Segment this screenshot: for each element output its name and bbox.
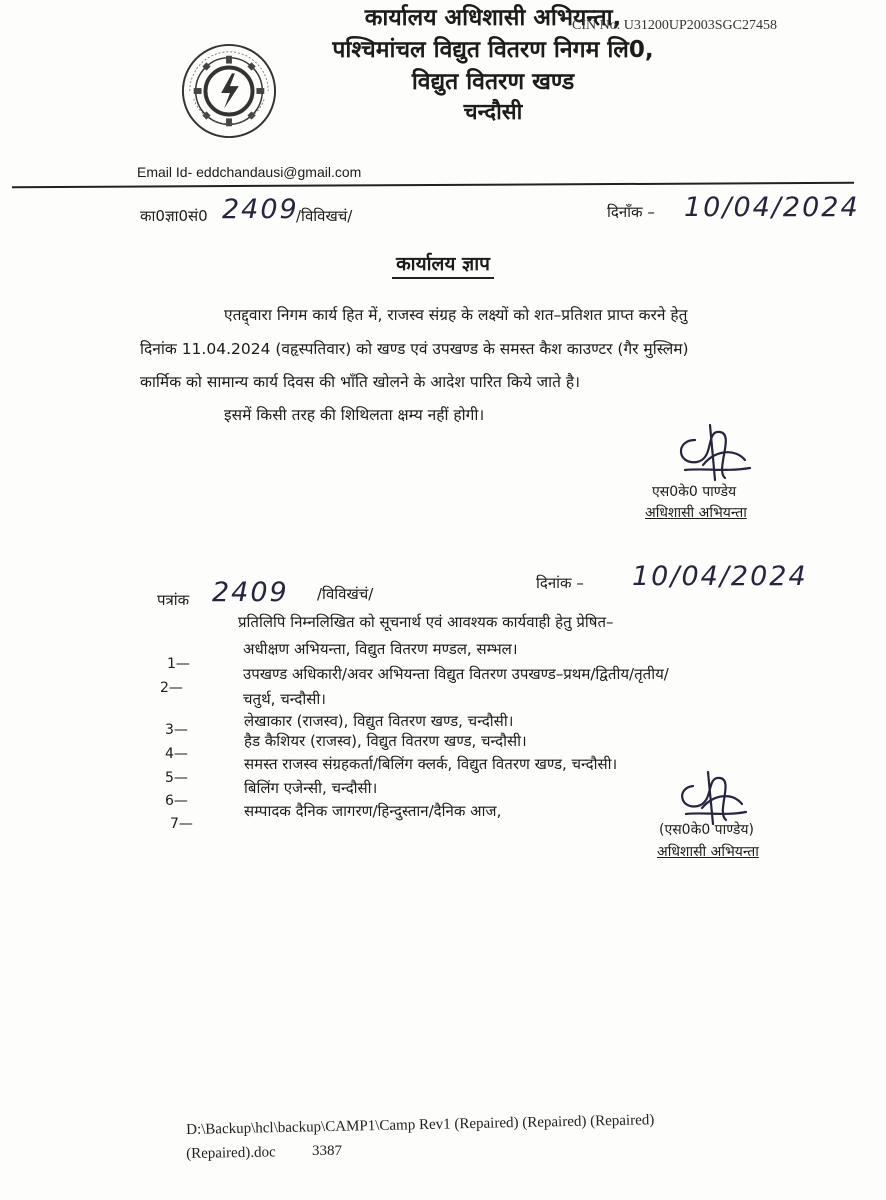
copy-item-text: बिलिंग एजेन्सी, चन्दौसी। [244, 779, 378, 797]
footer-file-name: (Repaired).doc [186, 1144, 276, 1162]
signature-2-icon [668, 768, 758, 828]
memo-date-label: दिनाँक – [607, 203, 655, 221]
patrank-label: पत्रांक [157, 591, 190, 609]
memo-ref-suffix: /विविखचं/ [296, 207, 353, 225]
copy-item-number: 5— [165, 770, 188, 786]
copy-item-text: सम्पादक दैनिक जागरण/हिन्दुस्तान/दैनिक आज, [244, 802, 502, 820]
copy-item-text: अधीक्षण अभियन्ता, विद्युत वितरण मण्डल, सम्भल। [243, 640, 518, 658]
copy-item-text: लेखाकार (राजस्व), विद्युत वितरण खण्ड, चन्दौसी। [244, 712, 514, 730]
copy-item-number: 2— [160, 680, 183, 696]
signature-1-name: एस0के0 पाण्डेय [652, 484, 737, 500]
memo-date: 10/04/2024 [684, 192, 860, 223]
body-line-1: एतद्द्वारा निगम कार्य हित में, राजस्व संग्रह के लक्ष्यों को शत–प्रतिशत प्राप्त करने हेतु [224, 306, 688, 324]
signature-1-icon [665, 420, 765, 490]
memo-ref-label: का0ज्ञा0सं0 [140, 207, 208, 225]
patrank-date-label: दिनांक – [536, 574, 584, 592]
copy-item-text: हैड कैशियर (राजस्व), विद्युत वितरण खण्ड, चन्दौसी। [244, 732, 527, 750]
copy-item-text: चतुर्थ, चन्दौसी। [243, 690, 326, 708]
header-location: चन्दौसी [463, 100, 523, 125]
signature-1-designation: अधिशासी अभियन्ता [645, 505, 747, 521]
patrank-number: 2409 [212, 577, 289, 608]
cin-number: CIN No. U31200UP2003SGC27458 [572, 18, 777, 33]
footer-code: 3387 [312, 1143, 342, 1159]
copy-item-number: 7— [170, 816, 193, 832]
copy-item-number: 3— [165, 722, 188, 738]
signature-2-name: (एस0के0 पाण्डेय) [659, 822, 754, 838]
copy-item-number: 6— [165, 793, 188, 809]
header-office-title: कार्यालय अधिशासी अभियन्ता, [364, 5, 622, 31]
patrank-date: 10/04/2024 [632, 561, 808, 592]
copy-item-text: उपखण्ड अधिकारी/अवर अभियन्ता विद्युत वितरण उपखण्ड–प्रथम/द्वितीय/तृतीय/ [243, 665, 669, 683]
body-line-2: दिनांक 11.04.2024 (वहृस्पतिवार) को खण्ड एवं उपखण्ड के समस्त कैश काउण्टर (गैर मुस्लिम) [140, 340, 689, 358]
copy-item-number: 4— [165, 746, 188, 762]
header-company-name: पश्चिमांचल विद्युत वितरण निगम लि0, [332, 37, 654, 63]
signature-2-designation: अधिशासी अभियन्ता [657, 844, 759, 860]
memo-ref-number: 2409 [222, 194, 299, 225]
footer-file-path: D:\Backup\hcl\backup\CAMP1\Camp Rev1 (Repaired) (Repaired) (Repaired) [186, 1112, 655, 1138]
body-line-3: कार्मिक को सामान्य कार्य दिवस की भाँति खोलने के आदेश पारित किये जाते है। [140, 373, 581, 391]
copy-intro: प्रतिलिपि निम्नलिखित को सूचनार्थ एवं आवश्यक कार्यवाही हेतु प्रेषित– [238, 613, 614, 631]
pvvnl-seal-icon [180, 42, 278, 140]
email-id: Email Id- eddchandausi@gmail.com [137, 164, 362, 180]
copy-item-number: 1— [167, 656, 190, 672]
memo-title: कार्यालय ज्ञाप [0, 250, 886, 276]
header-division-name: विद्युत वितरण खण्ड [411, 69, 575, 95]
copy-item-text: समस्त राजस्व संग्रहकर्ता/बिलिंग क्लर्क, विद्युत वितरण खण्ड, चन्दौसी। [244, 755, 618, 773]
header-divider [12, 182, 854, 188]
body-line-4: इसमें किसी तरह की शिथिलता क्षम्य नहीं होगी। [224, 406, 485, 424]
patrank-suffix: /विविखंचं/ [317, 585, 374, 603]
